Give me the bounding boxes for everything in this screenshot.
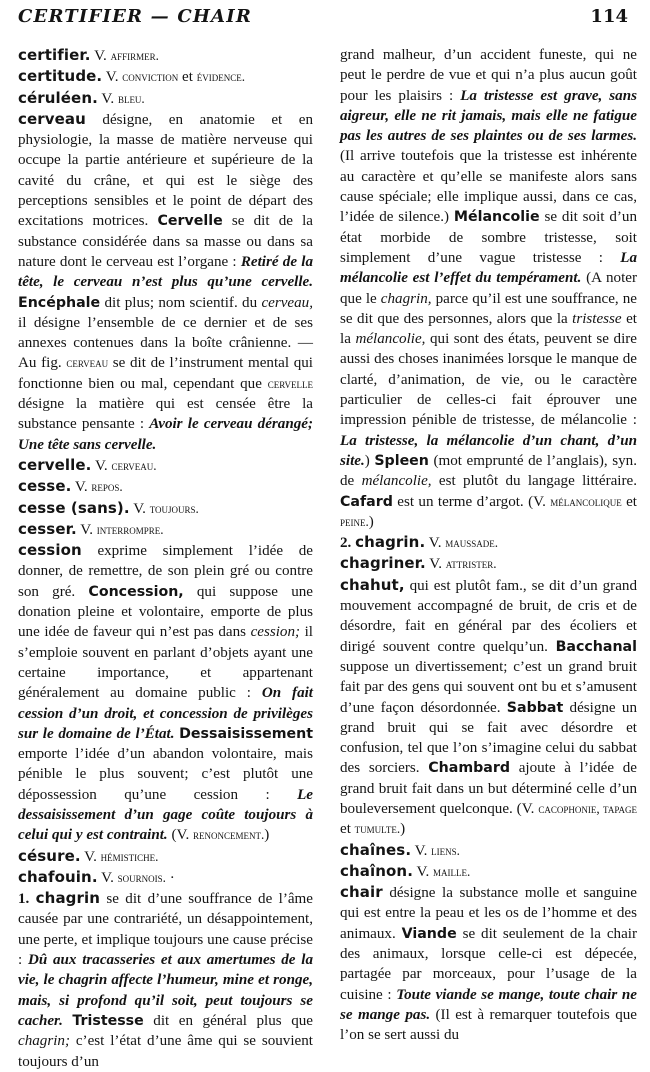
cross-reference: sournois. [117, 869, 166, 885]
definition-text: V. [76, 521, 97, 538]
definition-text: dit en général plus que [143, 1012, 313, 1029]
definition-text: il désigne l’ensemble de ce dernier et de ses annexes contenues dans la boîte crânienne. — Au fig. [18, 314, 313, 372]
cross-reference: cacophonie, tapage [538, 800, 637, 816]
entry-chagrin-2 [340, 532, 637, 553]
entry-cesser [18, 519, 313, 540]
headword: chaînon. [340, 861, 413, 880]
definition-text: ) [400, 821, 406, 838]
right-column [340, 45, 637, 1046]
entry-cession [18, 540, 313, 845]
definition-text: désigne un grand bruit qui se fait avec désordre et confusion, tel que l’on s’imagine celui du sabbat des sorciers. [340, 699, 638, 777]
synonym-term: Bacchanal [555, 638, 637, 655]
entry-cesure [18, 846, 313, 867]
definition-text: V. [71, 479, 92, 496]
definition-text: (Il est à remarquer toutefois que l’on se sert aussi du [340, 1006, 637, 1044]
cross-reference: conviction [122, 69, 179, 85]
headword: chagriner. [340, 554, 426, 573]
example-text: La tristesse est grave, sans aigreur, elle ne rit jamais, mais elle ne fatigue pas les autres de ses plaintes ou de ses larmes. [340, 87, 638, 145]
headword: cerveau [18, 109, 86, 128]
sense-number: 2. [340, 535, 356, 552]
synonym-term: Viande [401, 925, 457, 942]
cross-reference: maille. [433, 863, 471, 879]
headword: cesse. [18, 477, 72, 496]
definition-text: se dit soit d’un état morbide de sombre tristesse, soit simplement d’une vague tristesse : [340, 209, 637, 266]
definition-text: (Il arrive toutefois que la tristesse est inhérente au caractère et qu’elle se manifeste alors sans cause spéciale; elle implique aussi, dans ce cas, l’idée de silence.) [340, 148, 637, 226]
headword: certitude. [18, 67, 103, 86]
italic-term: mélancolie, [361, 473, 432, 490]
definition-text: V. [129, 500, 150, 517]
definition-text: parce qu’il est une souffrance, ne se dit que des personnes, alors que la [340, 290, 638, 327]
cross-reference: évidence. [196, 69, 245, 85]
example-text: La mélancolie est l’effet du tempérament. [340, 249, 637, 287]
cross-reference: toujours. [149, 500, 199, 516]
italic-term: chagrin, [380, 290, 432, 307]
definition-text [63, 1013, 73, 1029]
definition-text: V. [425, 535, 446, 552]
definition-text: se dit de la substance considérée dans sa masse ou dans sa nature dont le cerveau est l’organe : [18, 213, 313, 270]
entry-cervelle [18, 455, 313, 476]
definition-text: V. [80, 848, 101, 865]
synonym-term: Encéphale [18, 294, 101, 311]
italic-term: tristesse [572, 310, 622, 327]
cross-reference: peine. [340, 513, 369, 529]
cross-reference: liens. [431, 842, 460, 858]
entry-ceruleen [18, 88, 313, 109]
headword: cesse (sans). [18, 498, 130, 517]
example-text: Dû aux tracasseries et aux amertumes de la vie, le chagrin affecte l’humeur, mine et ronge, mais, si profond qu’il soit, peut toujours se cacher. [18, 952, 313, 1029]
entry-certifier [18, 45, 313, 66]
example-text: Avoir le cerveau dérangé; Une tête sans cervelle. [18, 416, 314, 453]
italic-term: cession; [250, 624, 301, 641]
synonym-term: Cervelle [157, 213, 223, 230]
definition-text: ) [368, 513, 374, 530]
italic-term: chagrin; [18, 1033, 70, 1050]
entry-chainon [340, 861, 637, 882]
entry-cerveau [18, 109, 313, 455]
entry-chaines [340, 840, 637, 861]
headword: césure. [18, 846, 81, 865]
cross-reference: maussade. [445, 535, 499, 551]
italic-term: mélancolie, [355, 331, 426, 348]
definition-text: est un terme d’argot. (V. [392, 493, 551, 510]
definition-text: suppose un divertissement; c’est un grand bruit fait par des gens qui souvent ont bu et s’amusent d’une façon désordonnée. [340, 658, 637, 716]
definition-text: et [621, 493, 638, 510]
definition-text: se dit d’une souffrance de l’âme causée par une contrariété, un désappointement, une perte, et implique toujours une cause précise : [18, 891, 313, 969]
definition-text: désigne la substance molle et sanguine qui est entre la peau et les os de l’homme et des animaux. [340, 885, 637, 942]
definition-text: V. [425, 556, 446, 573]
left-column [18, 45, 313, 1072]
cross-reference: hémistiche. [100, 848, 159, 864]
entry-cesse-sans [18, 498, 313, 519]
synonym-term: Mélancolie [453, 209, 540, 226]
headword: céruléen. [18, 88, 98, 107]
example-text: La tristesse, la mélancolie d’un chant, d’un site. [340, 432, 637, 469]
headword: chahut, [340, 575, 405, 594]
definition-text: ) [364, 452, 375, 469]
entry-chagrin-1-cont [340, 45, 637, 532]
definition-text: il s’emploie souvent en parlant d’objets ayant une certaine importance, et appartenant généralement au domaine public : [18, 624, 313, 702]
entry-chair [340, 882, 637, 1045]
definition-text: (V. [167, 827, 193, 844]
definition-text: (A noter que le [340, 270, 638, 307]
definition-text: V. [91, 457, 112, 474]
cross-reference: attrister. [445, 556, 497, 572]
definition-text: (mot emprunté de l’anglais), syn. de [340, 452, 637, 490]
cross-reference: cervelle [267, 375, 313, 391]
cross-reference: tumulte. [354, 821, 401, 837]
cross-reference: renoncement. [193, 827, 265, 843]
definition-text: qui sont des états, peuvent se dire aussi des choses inanimées lorsque le manque de clarté, d’animation, de vie, ou le caractère particulier de celles-ci fait éprouver une impression pénible de tristesse, de mélancolie : [340, 331, 637, 429]
definition-text: et [178, 69, 197, 86]
definition-text: désigne la matière qui est censée être la substance pensante : [18, 396, 313, 433]
example-text: On fait cession d’un droit, et concession de privilèges sur le domaine de l’État. [18, 685, 313, 742]
headword: cervelle. [18, 455, 92, 474]
cross-reference: affirmer. [110, 48, 159, 63]
page-number: 114 [590, 6, 628, 27]
example-text: Toute viande se mange, toute chair ne se mange pas. [340, 986, 637, 1023]
definition-text: se dit de l’instrument mental qui fonctionne bien ou mal, cependant que [18, 355, 313, 392]
synonym-term: Tristesse [72, 1012, 144, 1029]
headword: chagrin [35, 889, 101, 908]
definition-text: ajoute à l’idée de grand bruit fait dans un but déterminé celle d’un bouleversement quelconque. (V. [340, 760, 637, 817]
cross-reference: cerveau [66, 355, 109, 371]
cross-reference: cerveau. [111, 457, 157, 473]
definition-text: c’est l’état d’une âme qui se souvient toujours d’un [18, 1033, 313, 1070]
definition-text: V. [97, 869, 118, 886]
definition-text: et la [340, 310, 637, 348]
synonym-term: Chambard [428, 760, 510, 777]
definition-text: désigne, en anatomie et en physiologie, la masse de matière nerveuse qui occupe la partie antérieure et supérieure de la cavité du crâne, et qui est le siège des perceptions sensibles et le point de départ des excitations motrices. [18, 111, 313, 230]
synonym-term: Dessaisissement [179, 725, 313, 742]
headword: cesser. [18, 519, 77, 538]
definition-text: V. [90, 48, 111, 64]
synonym-term: Cafard [340, 493, 393, 510]
example-text: Le dessaisissement d’un gage coûte toujours à celui qui y est contraint. [18, 786, 313, 844]
italic-term: cerveau, [261, 294, 313, 311]
cross-reference: mélancolique [550, 493, 622, 509]
definition-text: ) [264, 827, 270, 844]
definition-text: est plutôt du langage littéraire. [431, 473, 637, 490]
definition-text: se dit seulement de la chair des animaux, lorsque celle-ci est dépecée, partagée par morceaux, pour l’usage de la cuisine : [340, 925, 637, 1003]
example-text: Retiré de la tête, le cerveau n’est plus qu’une cervelle. [18, 253, 313, 291]
entry-chahut [340, 575, 637, 840]
definition-text: emporte l’idée d’un abandon volontaire, mais pénible le plus souvent; c’est plutôt une dépossession qu’une cession : [18, 746, 313, 803]
definition-text: V. [413, 863, 434, 880]
headword: certifier. [18, 46, 91, 64]
headword: cession [18, 541, 82, 560]
running-head-title: CERTIFIER — CHAIR [18, 6, 252, 27]
definition-text: et [340, 821, 355, 838]
cross-reference: interrompre. [96, 521, 164, 537]
cross-reference: bleu. [117, 90, 145, 106]
synonym-term: Concession, [88, 583, 184, 600]
definition-text: · [165, 869, 175, 886]
synonym-term: Spleen [374, 452, 429, 469]
definition-text: V. [411, 842, 432, 859]
synonym-term: Sabbat [506, 699, 564, 716]
definition-text: V. [97, 90, 118, 107]
sense-number: 1. [18, 891, 36, 908]
entry-cesse [18, 476, 313, 497]
headword: chaînes. [340, 840, 412, 859]
headword: chagrin. [355, 533, 426, 552]
entry-chafouin [18, 867, 313, 888]
definition-text: grand malheur, d’un accident funeste, qui ne peut le perdre de vue et qui n’a plus aucun goût pour les plaisirs : [340, 47, 637, 104]
entry-chagrin-1 [18, 888, 313, 1072]
definition-text: exprime simplement l’idée de donner, de remettre, de son plein gré ou contre son gré. [18, 543, 313, 600]
definition-text: dit plus; nom scientif. du [100, 294, 262, 311]
entry-chagriner [340, 553, 637, 574]
entry-certitude [18, 66, 313, 87]
headword: chair [340, 883, 383, 902]
headword: chafouin. [18, 867, 98, 886]
definition-text: qui est plutôt fam., se dit d’un grand mouvement accompagné de bruit, de cris et de désordre, fait en général par des écoliers et dirigé souvent contre quelqu’un. [340, 577, 637, 655]
cross-reference: repos. [91, 479, 123, 495]
definition-text: qui suppose une donation pleine et volontaire, emporte de plus une idée de faveur qui n’est pas dans [18, 583, 313, 641]
definition-text: V. [102, 69, 123, 86]
